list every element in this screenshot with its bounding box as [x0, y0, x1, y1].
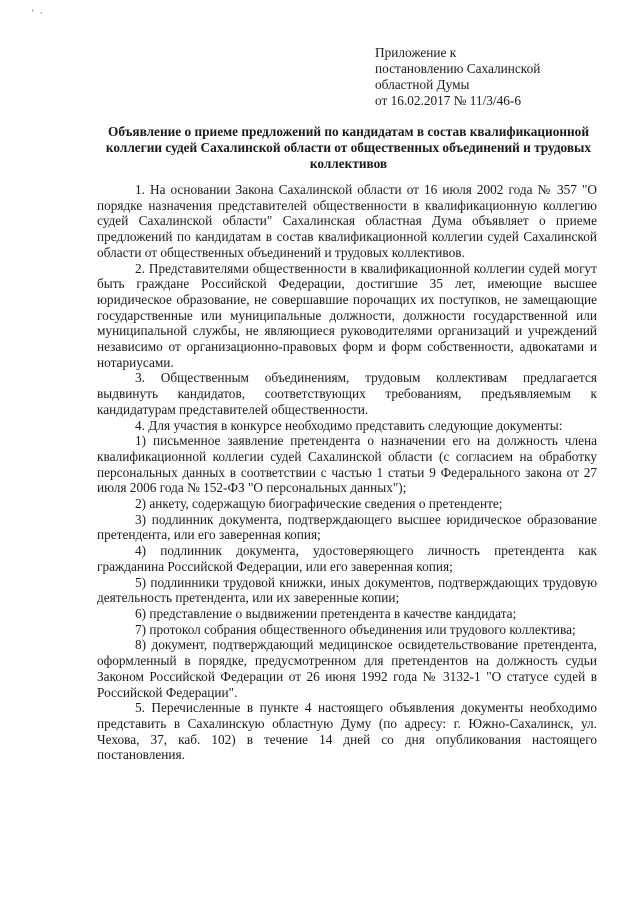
list-item: 2) анкету, содержащую биографические сведения о претенденте;	[135, 496, 503, 512]
paragraph: 2. Представителями общественности в квалификационной коллегии судей могут быть граждане Российской Федерации, достигшие 35 лет, имеющие высшее юридическое образование, не совершавшие порочащих их поступков, не замещающие государственные или муниципальные должности, должности государственной или муниципальной службы, не являющиеся руководителями организаций и учреждений независимо от организационно-правовых форм и форм собственности, адвокатами и нотариусами.	[97, 260, 597, 370]
list-item: 3) подлинник документа, подтверждающего высшее юридическое образование претендента, или его заверенная копия;	[97, 511, 597, 543]
list-item: 8) документ, подтверждающий медицинское освидетельствование претендента, оформленный в порядке, предусмотренном для претендентов на должность судьи Законом Российской Федерации от 26 июня 1992 года № 3132-1 "О статусе судей в Российской Федерации".	[97, 637, 597, 700]
list-item: 7) протокол собрания общественного объединения или трудового коллектива;	[135, 621, 576, 637]
paragraph: 3. Общественным объединениям, трудовым коллективам предлагается выдвинуть кандидатов, соответствующих требованиям, предъявляемым к кандидатурам представителей общественности.	[97, 370, 597, 417]
paragraph: 5. Перечисленные в пункте 4 настоящего объявления документы необходимо представить в Сахалинскую областную Думу (по адресу: г. Южно-Сахалинск, ул. Чехова, 37, каб. 102) в течение 14 дней со дня опубликования настоящего постановления.	[97, 700, 597, 763]
paragraph: 1. На основании Закона Сахалинской области от 16 июля 2002 года № 357 "О порядке назначения представителей общественности в квалификационную коллегию судей Сахалинской области" Сахалинская областная Дума объявляет о приеме предложений по кандидатам в состав квалификационной коллегии судей Сахалинской области от общественных объединений и трудовых коллективов.	[97, 182, 597, 260]
scan-mark: ' ·	[32, 8, 45, 18]
appendix-line: Приложение к	[375, 45, 457, 60]
list-item: 6) представление о выдвижении претендента в качестве кандидата;	[135, 605, 517, 621]
appendix-note	[375, 45, 605, 109]
appendix-line: от 16.02.2017 № 11/3/46-6	[375, 93, 521, 108]
document-title: Объявление о приеме предложений по кандидатам в состав квалификационной коллегии судей Сахалинской области от общественных объединений и трудовых коллективов	[105, 124, 592, 171]
appendix-line: постановлению Сахалинской	[375, 61, 541, 76]
list-item: 1) письменное заявление претендента о назначении его на должность члена квалификационной коллегии судей Сахалинской области (с согласием на обработку персональных данных в соответствии с частью 1 статьи 9 Федерального закона от 27 июля 2006 года № 152-ФЗ "О персональных данных");	[97, 433, 597, 496]
list-item: 4) подлинник документа, удостоверяющего личность претендента как гражданина Российской Федерации, или его заверенная копия;	[97, 543, 597, 574]
document-body	[97, 182, 597, 763]
paragraph: 4. Для участия в конкурсе необходимо представить следующие документы:	[135, 417, 563, 433]
appendix-line: областной Думы	[375, 77, 470, 92]
list-item: 5) подлинники трудовой книжки, иных документов, подтверждающих трудовую деятельность претендента, или их заверенные копии;	[97, 574, 597, 606]
